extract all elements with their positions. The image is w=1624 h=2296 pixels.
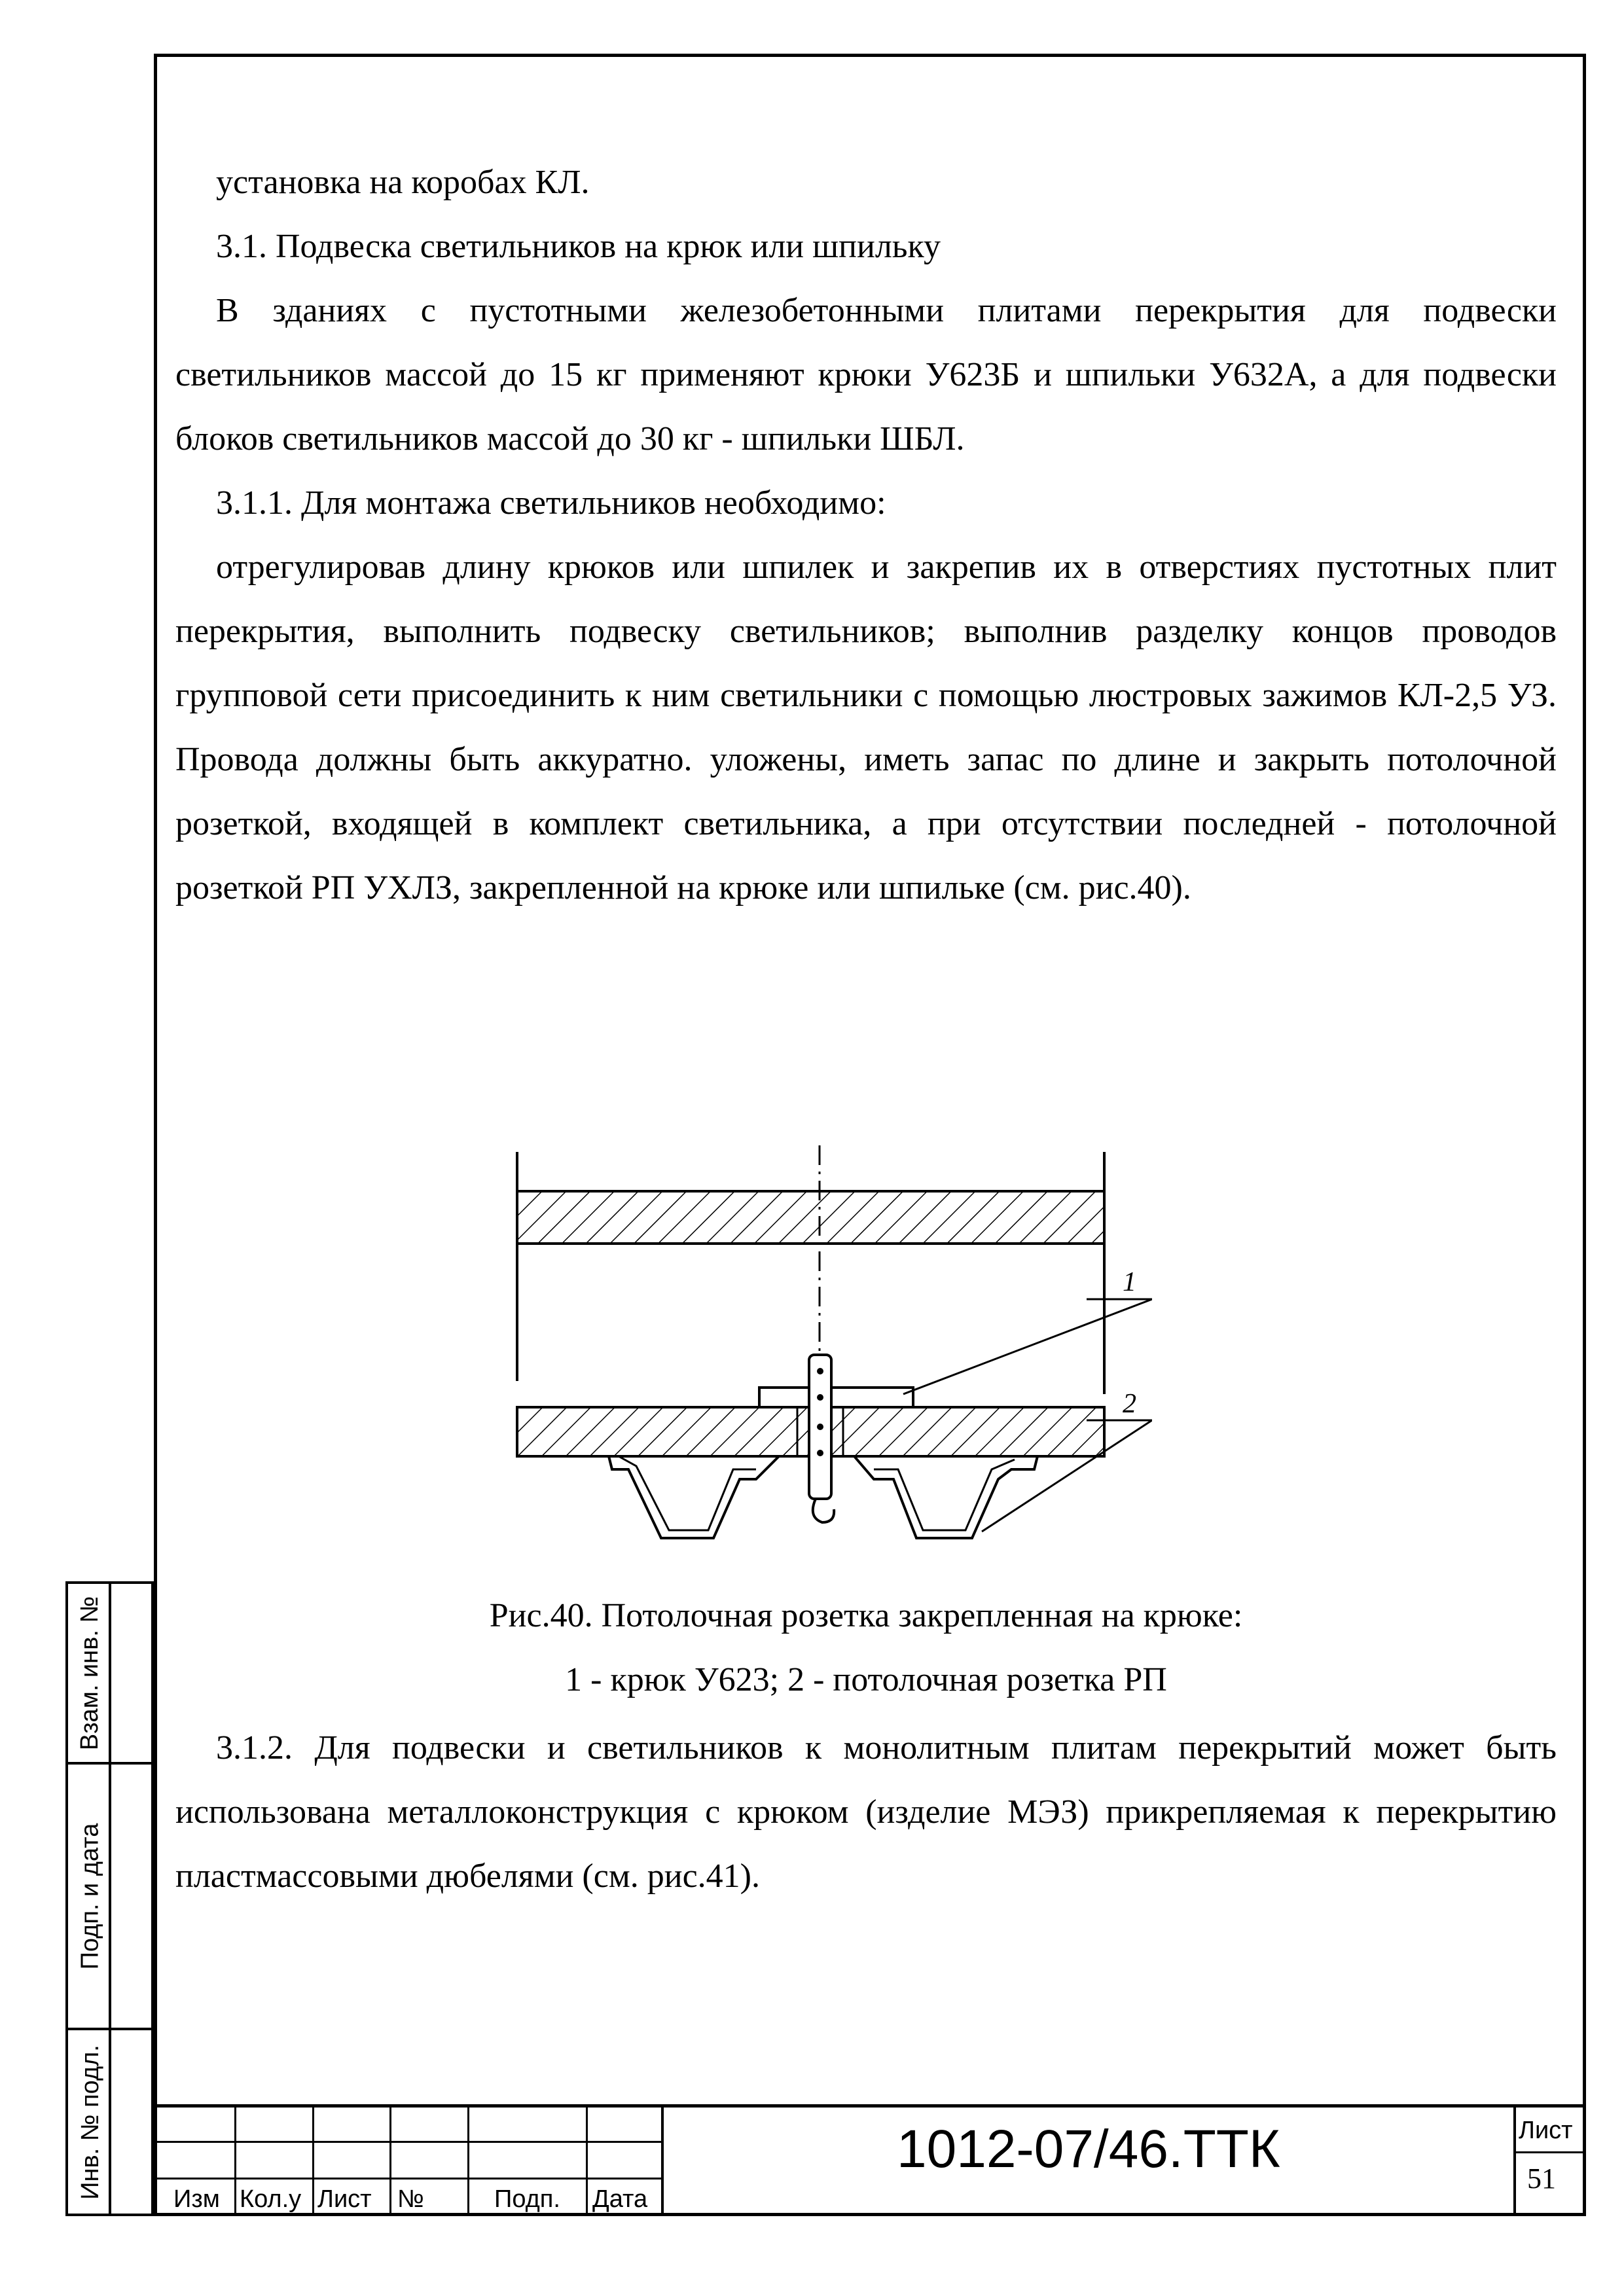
side-label-inv-sub: Взам. инв. № bbox=[76, 1596, 104, 1750]
tb-col-izm: Изм bbox=[173, 2185, 220, 2213]
side-stamp bbox=[65, 1581, 154, 2216]
callout-1-label: 1 bbox=[1123, 1267, 1136, 1297]
paragraph: 3.1.2. Для подвески и светильников к монолитным плитам перекрытий может быть использована металлоконструкция с крюком (изделие МЭЗ) прикрепляемая к перекрытию пластмассовыми дюбелями (см. рис.41). bbox=[175, 1729, 1557, 1895]
figure-caption bbox=[175, 1584, 1557, 1712]
figure-caption-legend: 1 - крюк У623; 2 - потолочная розетка РП bbox=[565, 1661, 1167, 1698]
body-text bbox=[175, 151, 1557, 920]
figure-caption-title: Рис.40. Потолочная розетка закрепленная на крюке: bbox=[489, 1597, 1243, 1634]
paragraph: отрегулировав длину крюков или шпилек и закрепив их в отверстиях пустотных плит перекрытия, выполнить подвеску светильников; выполнив разделку концов проводов групповой сети присоединить к ним светильники с помощью люстровых зажимов КЛ-2,5 УЗ. Провода должны быть аккуратно. уложены, иметь запас по длине и закрыть потолочной розеткой, входящей в комплект светильника, а при отсутствии последней - потолочной розеткой РП УХЛЗ, закрепленной на крюке или шпильке (см. рис.40). bbox=[175, 548, 1557, 906]
tb-col-num: № bbox=[397, 2185, 424, 2213]
document-code: 1012-07/46.ТТК bbox=[897, 2119, 1280, 2179]
side-label-inv-orig: Инв. № подл. bbox=[76, 2044, 104, 2200]
title-block bbox=[154, 2104, 1586, 2216]
body-text-after-figure bbox=[175, 1716, 1557, 1909]
tb-col-date: Дата bbox=[592, 2185, 648, 2213]
callout-2-label: 2 bbox=[1123, 1389, 1136, 1419]
side-label-sign-date: Подп. и дата bbox=[76, 1823, 104, 1969]
tb-col-kol: Кол.у bbox=[240, 2185, 302, 2213]
tb-col-podp: Подп. bbox=[494, 2185, 560, 2213]
tb-col-list: Лист bbox=[317, 2185, 372, 2213]
section-heading: 3.1. Подвеска светильников на крюк или шпильку bbox=[216, 228, 941, 265]
sheet-label: Лист bbox=[1519, 2117, 1573, 2144]
ceiling-rosette-figure bbox=[497, 1139, 1152, 1577]
paragraph: установка на коробах КЛ. bbox=[216, 164, 590, 201]
side-divider bbox=[109, 1581, 111, 2216]
paragraph: В зданиях с пустотными железобетонными плитами перекрытия для подвески светильников массой до 15 кг применяют крюки У623Б и шпильки У632А, а для подвески блоков светильников массой до 30 кг - шпильки ШБЛ. bbox=[175, 292, 1557, 457]
sheet-number: 51 bbox=[1527, 2162, 1556, 2195]
subsection-heading: 3.1.1. Для монтажа светильников необходимо: bbox=[216, 484, 886, 522]
